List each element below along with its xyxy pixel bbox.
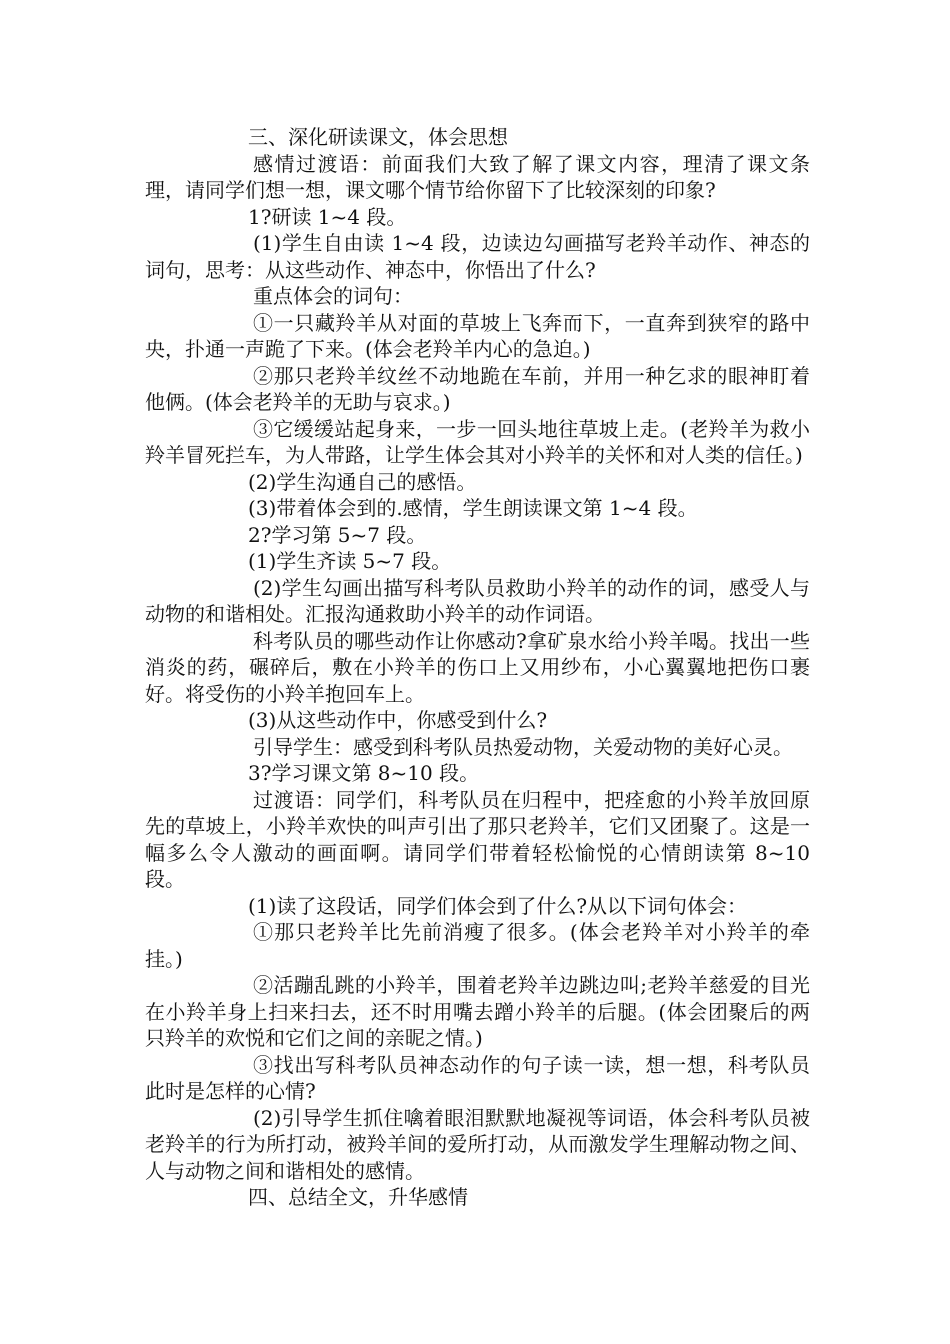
section-heading-3: 三、深化研读课文，体会思想: [248, 125, 508, 149]
paragraph: (1)学生齐读 5~7 段。: [248, 549, 452, 573]
paragraph: ①那只老羚羊比先前消瘦了很多。(体会老羚羊对小羚羊的牵挂。): [145, 920, 810, 971]
paragraph: 过渡语：同学们，科考队员在归程中，把痊愈的小羚羊放回原先的草坡上，小羚羊欢快的叫声引出了那只老羚羊，它们又团聚了。这是一幅多么令人激动的画面啊。请同学们带着轻松愉悦的心情朗读第 8~10 段。: [145, 787, 810, 891]
subheading-3: 3?学习课文第 8~10 段。: [248, 761, 480, 785]
paragraph: (1)读了这段话，同学们体会到了什么?从以下词句体会：: [248, 893, 748, 918]
subheading-1: 1?研读 1~4 段。: [248, 204, 407, 229]
paragraph: ③找出写科考队员神态动作的句子读一读，想一想，科考队员此时是怎样的心情?: [145, 1052, 810, 1103]
paragraph: (1)学生自由读 1~4 段，边读边勾画描写老羚羊动作、神态的词句，思考：从这些动作、神态中，你悟出了什么?: [145, 231, 810, 282]
paragraph: ①一只藏羚羊从对面的草坡上飞奔而下，一直奔到狭窄的路中央，扑通一声跪了下来。(体会老羚羊内心的急迫。): [145, 310, 810, 361]
paragraph: (2)学生沟通自己的感悟。: [248, 469, 477, 494]
paragraph: 感情过渡语：前面我们大致了解了课文内容，理清了课文条理，请同学们想一想，课文哪个情节给你留下了比较深刻的印象?: [145, 151, 810, 202]
document-body: [145, 124, 810, 1211]
subheading-2: 2?学习第 5~7 段。: [248, 522, 427, 547]
paragraph: (3)带着体会到的.感情，学生朗读课文第 1~4 段。: [248, 496, 698, 520]
section-heading-4: 四、总结全文，升华感情: [248, 1185, 468, 1209]
paragraph: (2)学生勾画出描写科考队员救助小羚羊的动作的词，感受人与动物的和谐相处。汇报沟通救助小羚羊的动作词语。: [145, 575, 810, 626]
paragraph: ③它缓缓站起身来，一步一回头地往草坡上走。(老羚羊为救小羚羊冒死拦车，为人带路，让学生体会其对小羚羊的关怀和对人类的信任。): [145, 416, 810, 467]
paragraph: 科考队员的哪些动作让你感动?拿矿泉水给小羚羊喝。找出一些消炎的药，碾碎后，敷在小羚羊的伤口上又用纱布，小心翼翼地把伤口裹好。将受伤的小羚羊抱回车上。: [145, 628, 810, 706]
paragraph: ②那只老羚羊纹丝不动地跪在车前，并用一种乞求的眼神盯着他俩。(体会老羚羊的无助与哀求。): [145, 363, 810, 414]
paragraph: 重点体会的词句：: [253, 284, 413, 308]
paragraph: ②活蹦乱跳的小羚羊，围着老羚羊边跳边叫;老羚羊慈爱的目光在小羚羊身上扫来扫去，还不时用嘴去蹭小羚羊的后腿。(体会团聚后的两只羚羊的欢悦和它们之间的亲昵之情。): [145, 973, 810, 1050]
paragraph: (2)引导学生抓住噙着眼泪默默地凝视等词语，体会科考队员被老羚羊的行为所打动，被羚羊间的爱所打动，从而激发学生理解动物之间、人与动物之间和谐相处的感情。: [145, 1105, 810, 1183]
paragraph: 引导学生：感受到科考队员热爱动物，关爱动物的美好心灵。: [253, 734, 793, 759]
paragraph: (3)从这些动作中，你感受到什么?: [248, 708, 548, 732]
